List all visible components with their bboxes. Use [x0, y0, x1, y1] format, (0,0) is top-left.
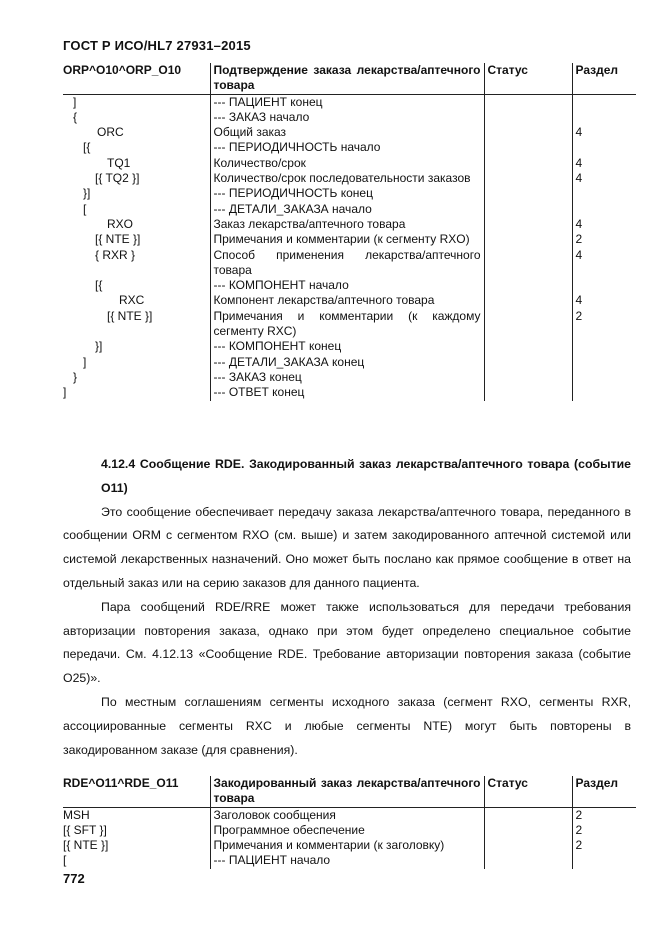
status-cell	[484, 278, 572, 293]
section-cell: 4	[572, 125, 636, 140]
description-cell: Примечания и комментарии (к сегменту RXO)	[210, 232, 484, 247]
status-cell	[484, 309, 572, 340]
table-row	[63, 156, 636, 171]
status-cell	[484, 823, 572, 838]
section-cell: 2	[572, 823, 636, 838]
table-row	[63, 807, 636, 823]
section-cell: 4	[572, 217, 636, 232]
message-structure-table-orp	[63, 63, 636, 401]
description-cell: Заказ лекарства/аптечного товара	[210, 217, 484, 232]
section-cell: 4	[572, 248, 636, 279]
table-header-row	[63, 776, 636, 807]
table-row	[63, 853, 636, 868]
section-4-12-4	[63, 453, 631, 762]
segment-cell: { RXR }	[95, 247, 136, 262]
description-cell: Способ применения лекарства/аптечного товара	[210, 248, 484, 279]
status-cell	[484, 807, 572, 823]
page-number: 772	[63, 871, 85, 886]
section-cell	[572, 140, 636, 155]
segment-cell: [{ SFT }]	[63, 822, 107, 837]
section-cell	[572, 355, 636, 370]
segment-cell: {	[73, 109, 78, 124]
description-cell: Примечания и комментарии (к заголовку)	[210, 838, 484, 853]
document-header: ГОСТ Р ИСО/HL7 27931–2015	[63, 38, 251, 53]
section-cell	[572, 202, 636, 217]
segment-cell: [{ TQ2 }]	[95, 171, 140, 186]
section-cell	[572, 94, 636, 110]
table-row	[63, 110, 636, 125]
table-row	[63, 278, 636, 293]
status-cell	[484, 94, 572, 110]
table-row	[63, 293, 636, 308]
segment-cell: RXO	[107, 216, 134, 231]
body-paragraph: По местным соглашениям сегменты исходного заказа (сегмент RXO, сегменты RXR, ассоциированные сегменты RXC и любые сегменты NTE) могут быть повторены в закодированном заказе (для сравнения).	[63, 694, 631, 757]
table-row	[63, 94, 636, 110]
body-paragraph: Пара сообщений RDE/RRE может также использоваться для передачи требования авторизации повторения заказа, однако при этом будет определено специальное событие передачи. См. 4.12.13 «Сообщение RDE. Требование авторизации повторения заказа (событие O25)».	[63, 599, 631, 686]
description-cell: Общий заказ	[210, 125, 484, 140]
status-cell	[484, 171, 572, 186]
description-cell: --- ДЕТАЛИ_ЗАКАЗА начало	[210, 202, 484, 217]
segment-cell: TQ1	[107, 155, 131, 170]
segment-cell: ]	[63, 385, 67, 400]
description-cell: Количество/срок последовательности заказов	[210, 171, 484, 186]
segment-cell: ORC	[97, 125, 124, 140]
segment-cell: [{ NTE }]	[63, 838, 109, 853]
section-cell: 2	[572, 807, 636, 823]
column-header-description: Подтверждение заказа лекарства/аптечного товара	[210, 63, 484, 94]
status-cell	[484, 156, 572, 171]
table-row	[63, 838, 636, 853]
section-cell: 4	[572, 293, 636, 308]
table-row	[63, 232, 636, 247]
status-cell	[484, 217, 572, 232]
table-row	[63, 217, 636, 232]
status-cell	[484, 232, 572, 247]
segment-cell: [{ NTE }]	[95, 232, 141, 247]
description-cell: --- КОМПОНЕНТ начало	[210, 278, 484, 293]
status-cell	[484, 140, 572, 155]
status-cell	[484, 853, 572, 868]
description-cell: --- ПАЦИЕНТ начало	[210, 853, 484, 868]
status-cell	[484, 248, 572, 279]
table-row	[63, 125, 636, 140]
status-cell	[484, 385, 572, 400]
column-header-status: Статус	[484, 63, 572, 94]
description-cell: Программное обеспечение	[210, 823, 484, 838]
section-cell: 4	[572, 156, 636, 171]
description-cell: Компонент лекарства/аптечного товара	[210, 293, 484, 308]
column-header-segment: ORP^O10^ORP_O10	[63, 63, 210, 94]
status-cell	[484, 293, 572, 308]
status-cell	[484, 355, 572, 370]
section-cell	[572, 370, 636, 385]
message-structure-table-rde	[63, 776, 636, 869]
description-cell: --- ОТВЕТ конец	[210, 385, 484, 400]
section-cell: 2	[572, 309, 636, 340]
section-cell	[572, 186, 636, 201]
description-cell: --- ЗАКАЗ конец	[210, 370, 484, 385]
column-header-status: Статус	[484, 776, 572, 807]
column-header-section: Раздел	[572, 776, 636, 807]
description-cell: Заголовок сообщения	[210, 807, 484, 823]
column-header-section: Раздел	[572, 63, 636, 94]
segment-cell: RXC	[119, 293, 145, 308]
segment-cell: [	[63, 853, 67, 868]
segment-cell: }]	[83, 186, 91, 201]
section-cell	[572, 110, 636, 125]
segment-cell: [{	[95, 278, 103, 293]
segment-cell: MSH	[63, 807, 90, 822]
table-row	[63, 186, 636, 201]
table-row	[63, 202, 636, 217]
section-cell	[572, 278, 636, 293]
section-cell: 2	[572, 838, 636, 853]
segment-cell: [{ NTE }]	[107, 308, 153, 323]
table-row	[63, 355, 636, 370]
section-cell: 4	[572, 171, 636, 186]
segment-cell: }	[73, 369, 78, 384]
segment-cell: [	[83, 201, 87, 216]
description-cell: Количество/срок	[210, 156, 484, 171]
table-row	[63, 370, 636, 385]
table-row	[63, 823, 636, 838]
table-row	[63, 385, 636, 400]
status-cell	[484, 838, 572, 853]
table-row	[63, 171, 636, 186]
table-row	[63, 309, 636, 340]
column-header-segment: RDE^O11^RDE_O11	[63, 776, 210, 807]
description-cell: --- КОМПОНЕНТ конец	[210, 339, 484, 354]
table-row	[63, 339, 636, 354]
segment-cell: [{	[83, 140, 91, 155]
description-cell: --- ПЕРИОДИЧНОСТЬ конец	[210, 186, 484, 201]
segment-cell: ]	[73, 94, 77, 109]
status-cell	[484, 339, 572, 354]
description-cell: --- ЗАКАЗ начало	[210, 110, 484, 125]
table-row	[63, 140, 636, 155]
status-cell	[484, 186, 572, 201]
table-row	[63, 248, 636, 279]
section-cell: 2	[572, 232, 636, 247]
section-cell	[572, 339, 636, 354]
status-cell	[484, 110, 572, 125]
section-cell	[572, 385, 636, 400]
segment-cell: ]	[83, 354, 87, 369]
description-cell: --- ПАЦИЕНТ конец	[210, 94, 484, 110]
table-header-row	[63, 63, 636, 94]
status-cell	[484, 125, 572, 140]
column-header-description: Закодированный заказ лекарства/аптечного товара	[210, 776, 484, 807]
description-cell: --- ПЕРИОДИЧНОСТЬ начало	[210, 140, 484, 155]
status-cell	[484, 202, 572, 217]
segment-cell: }]	[95, 339, 103, 354]
description-cell: --- ДЕТАЛИ_ЗАКАЗА конец	[210, 355, 484, 370]
section-cell	[572, 853, 636, 868]
section-heading: 4.12.4 Сообщение RDE. Закодированный заказ лекарства/аптечного товара (событие O11)	[101, 457, 631, 495]
description-cell: Примечания и комментарии (к каждому сегменту RXC)	[210, 309, 484, 340]
status-cell	[484, 370, 572, 385]
body-paragraph: Это сообщение обеспечивает передачу заказа лекарства/аптечного товара, переданного в сообщении ORM с сегментом RXO (см. выше) и затем закодированного аптечной системой или системой лекарственных назначений. Оно может быть послано как прямое сообщение в ответ на отдельный заказ или на серию заказов для данного пациента.	[63, 504, 631, 590]
